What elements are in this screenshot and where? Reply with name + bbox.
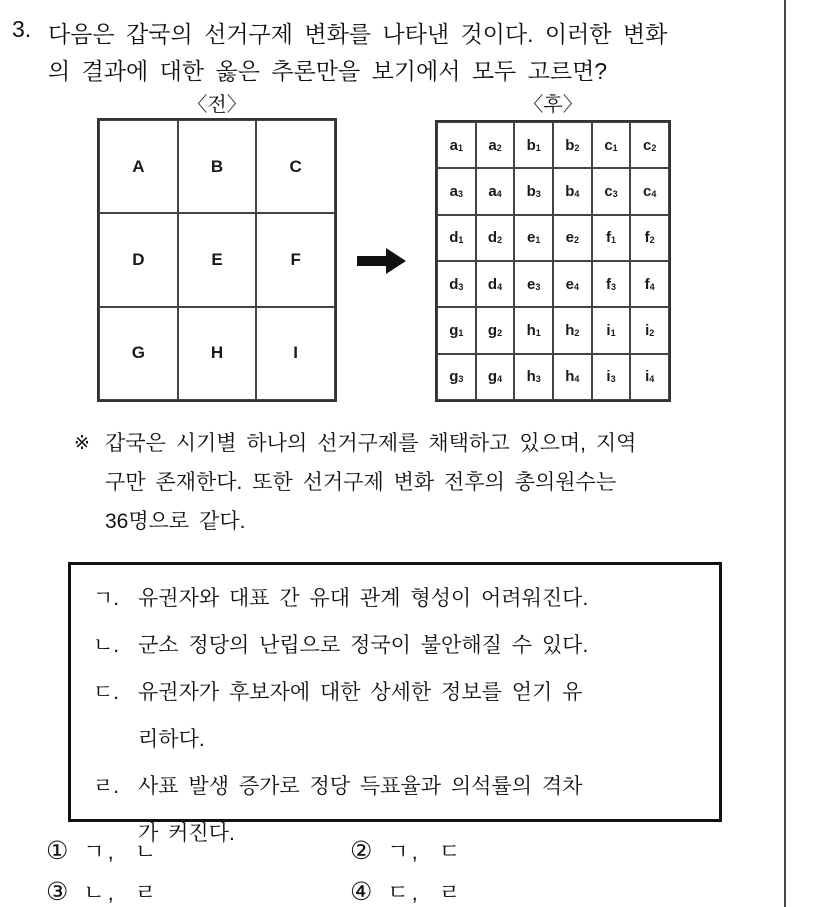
district-subcell: c $_3$: [592, 168, 631, 214]
column-divider: [784, 0, 786, 907]
district-subcell: e $_3$: [514, 261, 553, 307]
district-subcell: i $_4$: [630, 354, 669, 400]
statement-item: [93, 622, 711, 669]
district-subcell: i $_3$: [592, 354, 631, 400]
district-subcell: g $_3$: [437, 354, 476, 400]
district-cell: D: [99, 213, 178, 306]
district-subcell: b $_2$: [553, 122, 592, 168]
before-grid-label: 〈전〉: [187, 94, 247, 116]
question-line: 다음은 갑국의 선거구제 변화를 나타낸 것이다. 이러한 변화: [48, 21, 668, 47]
footnote-text: [105, 424, 742, 541]
before-district-grid: [97, 118, 337, 402]
district-subcell: c $_2$: [630, 122, 669, 168]
district-subcell: h $_3$: [514, 354, 553, 400]
choice-number-icon: ①: [46, 836, 69, 865]
district-subcell: d $_3$: [437, 261, 476, 307]
statement-text: [138, 575, 711, 622]
choice-text: ㄱ, ㄴ: [83, 839, 160, 864]
district-subcell: f $_1$: [592, 215, 631, 261]
question-number: 3.: [12, 16, 32, 42]
district-subcell: a $_3$: [437, 168, 476, 214]
choice-text: ㄴ, ㄹ: [83, 880, 160, 905]
district-subcell: f $_2$: [630, 215, 669, 261]
district-subcell: h $_4$: [553, 354, 592, 400]
statement-label: ㄹ.: [93, 775, 120, 798]
answer-choice: [350, 834, 756, 867]
statement-line: 가 커진다.: [138, 822, 235, 845]
statement-line: 군소 정당의 난립으로 정국이 불안해질 수 있다.: [138, 634, 589, 657]
district-cell: F: [256, 213, 335, 306]
district-subcell: i $_1$: [592, 307, 631, 353]
footnote-line: 구만 존재한다. 또한 선거구제 변화 전후의 총의원수는: [105, 471, 617, 494]
statements-box: [68, 562, 722, 845]
statement-line: 사표 발생 증가로 정당 득표율과 의석률의 격차: [138, 775, 583, 798]
district-subcell: i $_2$: [630, 307, 669, 353]
district-subcell: c $_4$: [630, 168, 669, 214]
district-subcell: e $_1$: [514, 215, 553, 261]
district-subcell: d $_4$: [476, 261, 515, 307]
district-subcell: a $_2$: [476, 122, 515, 168]
answer-choice: [46, 834, 350, 867]
district-subcell: c $_1$: [592, 122, 631, 168]
footnote-line: 36명으로 같다.: [105, 510, 246, 533]
choice-number-icon: ③: [46, 877, 69, 906]
district-subcell: a $_4$: [476, 168, 515, 214]
district-subcell: a $_1$: [437, 122, 476, 168]
district-subcell: b $_3$: [514, 168, 553, 214]
statement-text: [138, 669, 711, 763]
district-subcell: g $_2$: [476, 307, 515, 353]
district-cell: B: [178, 120, 257, 213]
statement-line: 유권자와 대표 간 유대 관계 형성이 어려워진다.: [138, 587, 589, 610]
statement-item: [93, 575, 711, 622]
statement-line: 유권자가 후보자에 대한 상세한 정보를 얻기 유: [138, 681, 583, 704]
answer-choice: [350, 875, 756, 907]
district-subcell: d $_2$: [476, 215, 515, 261]
district-subcell: f $_3$: [592, 261, 631, 307]
district-cell: E: [178, 213, 257, 306]
district-subcell: e $_4$: [553, 261, 592, 307]
district-cell: I: [256, 307, 335, 400]
footnote-line: 갑국은 시기별 하나의 선거구제를 채택하고 있으며, 지역: [105, 432, 637, 455]
district-subcell: b $_4$: [553, 168, 592, 214]
statement-item: [93, 669, 711, 763]
statement-label: ㄴ.: [93, 634, 120, 657]
district-subcell: b $_1$: [514, 122, 553, 168]
district-cell: A: [99, 120, 178, 213]
district-subcell: g $_1$: [437, 307, 476, 353]
district-subcell: e $_2$: [553, 215, 592, 261]
district-cell: H: [178, 307, 257, 400]
answer-choice: [46, 875, 350, 907]
statement-text: [138, 622, 711, 669]
answer-choices: [46, 834, 756, 907]
footnote: [74, 424, 742, 541]
choice-text: ㄷ, ㄹ: [387, 880, 464, 905]
after-grid-label: 〈후〉: [523, 94, 583, 116]
district-cell: G: [99, 307, 178, 400]
statement-label: ㄱ.: [93, 587, 120, 610]
district-subcell: d $_1$: [437, 215, 476, 261]
statement-label: ㄷ.: [93, 681, 120, 704]
change-arrow-icon: [357, 247, 407, 275]
district-subcell: h $_1$: [514, 307, 553, 353]
district-subcell: g $_4$: [476, 354, 515, 400]
district-subcell: f $_4$: [630, 261, 669, 307]
district-subcell: h $_2$: [553, 307, 592, 353]
choice-number-icon: ④: [350, 877, 373, 906]
question-text: [48, 16, 768, 90]
after-district-grid: [435, 120, 671, 402]
statement-line: 리하다.: [138, 728, 205, 751]
choice-number-icon: ②: [350, 836, 373, 865]
district-cell: C: [256, 120, 335, 213]
reference-mark-icon: ※: [74, 433, 90, 454]
question-line: 의 결과에 대한 옳은 추론만을 보기에서 모두 고르면?: [48, 58, 608, 84]
choice-text: ㄱ, ㄷ: [387, 839, 464, 864]
